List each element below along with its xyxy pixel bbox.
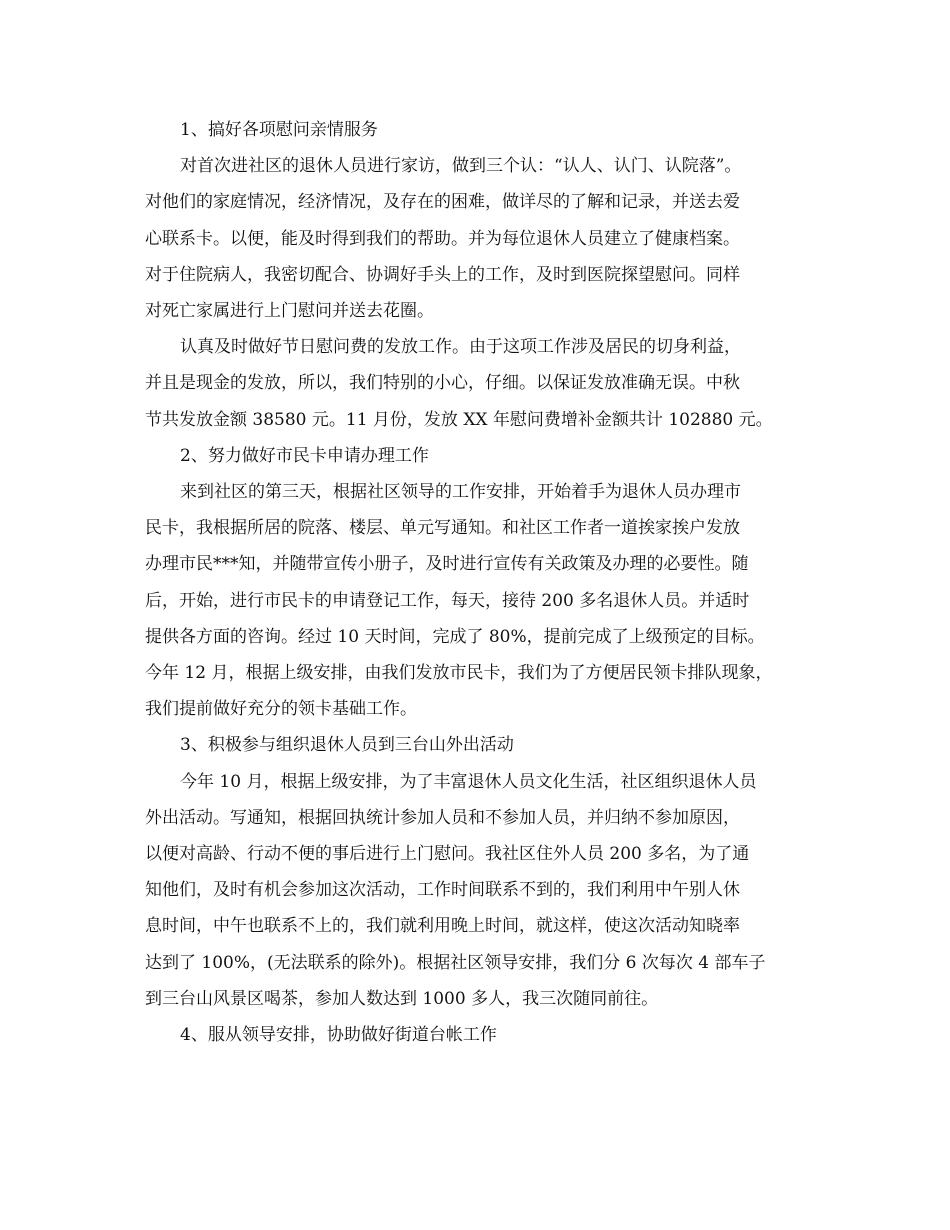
text-line: 来到社区的第三天，根据社区领导的工作安排，开始着手为退休人员办理市 <box>180 482 741 502</box>
text-line: 今年 12 月，根据上级安排，由我们发放市民卡，我们为了方便居民领卡排队现象， <box>145 663 773 683</box>
text-line: 3、积极参与组织退休人员到三台山外出活动 <box>180 735 514 756</box>
text-line: 办理市民***知，并随带宣传小册子，及时进行宣传有关政策及办理的必要性。随 <box>145 554 749 575</box>
text-line: 提供各方面的咨询。经过 10 天时间，完成了 80%，提前完成了上级预定的目标。 <box>145 626 765 647</box>
text-line: 2、努力做好市民卡申请办理工作 <box>180 445 429 466</box>
text-line: 今年 10 月，根据上级安排，为了丰富退休人员文化生活，社区组织退休人员 <box>180 771 757 792</box>
text-line: 以便对高龄、行动不便的事后进行上门慰问。我社区住外人员 200 多名，为了通 <box>145 844 750 864</box>
text-line: 1、搞好各项慰问亲情服务 <box>180 120 378 140</box>
text-line: 达到了 100%，(无法联系的除外)。根据社区领导安排，我们分 6 次每次 4 部车子 <box>145 952 766 973</box>
text-line: 对他们的家庭情况，经济情况，及存在的困难，做详尽的了解和记录，并送去爱 <box>145 192 740 213</box>
text-line: 心联系卡。以便，能及时得到我们的帮助。并为每位退休人员建立了健康档案。 <box>145 228 740 249</box>
text-line: 节共发放金额 38580 元。11 月份，发放 XX 年慰问费增补金额共计 102880 元。 <box>145 409 773 430</box>
text-line: 到三台山风景区喝茶，参加人数达到 1000 多人，我三次随同前往。 <box>145 988 659 1009</box>
text-line: 认真及时做好节日慰问费的发放工作。由于这项工作涉及居民的切身利益， <box>180 337 741 358</box>
text-line: 知他们，及时有机会参加这次活动，工作时间联系不到的，我们利用中午别人休 <box>145 880 740 901</box>
text-line: 并且是现金的发放，所以，我们特别的小心，仔细。以保证发放准确无误。中秋 <box>145 373 740 394</box>
text-line: 对于住院病人，我密切配合、协调好手头上的工作，及时到医院探望慰问。同样 <box>145 264 740 285</box>
text-line: 外出活动。写通知，根据回执统计参加人员和不参加人员，并归纳不参加原因， <box>145 807 740 828</box>
text-line: 4、服从领导安排，协助做好街道台帐工作 <box>180 1025 497 1045</box>
text-line: 后，开始，进行市民卡的申请登记工作，每天，接待 200 多名退休人员。并适时 <box>145 590 750 611</box>
text-line: 对死亡家属进行上门慰问并送去花圈。 <box>145 301 434 321</box>
text-line: 对首次进社区的退休人员进行家访，做到三个认：“认人、认门、认院落”。 <box>180 156 742 177</box>
text-line: 息时间，中午也联系不上的，我们就利用晚上时间，就这样，使这次活动知晓率 <box>145 916 740 937</box>
text-line: 我们提前做好充分的领卡基础工作。 <box>145 699 417 720</box>
text-line: 民卡，我根据所居的院落、楼层、单元写通知。和社区工作者一道挨家挨户发放 <box>145 518 740 539</box>
